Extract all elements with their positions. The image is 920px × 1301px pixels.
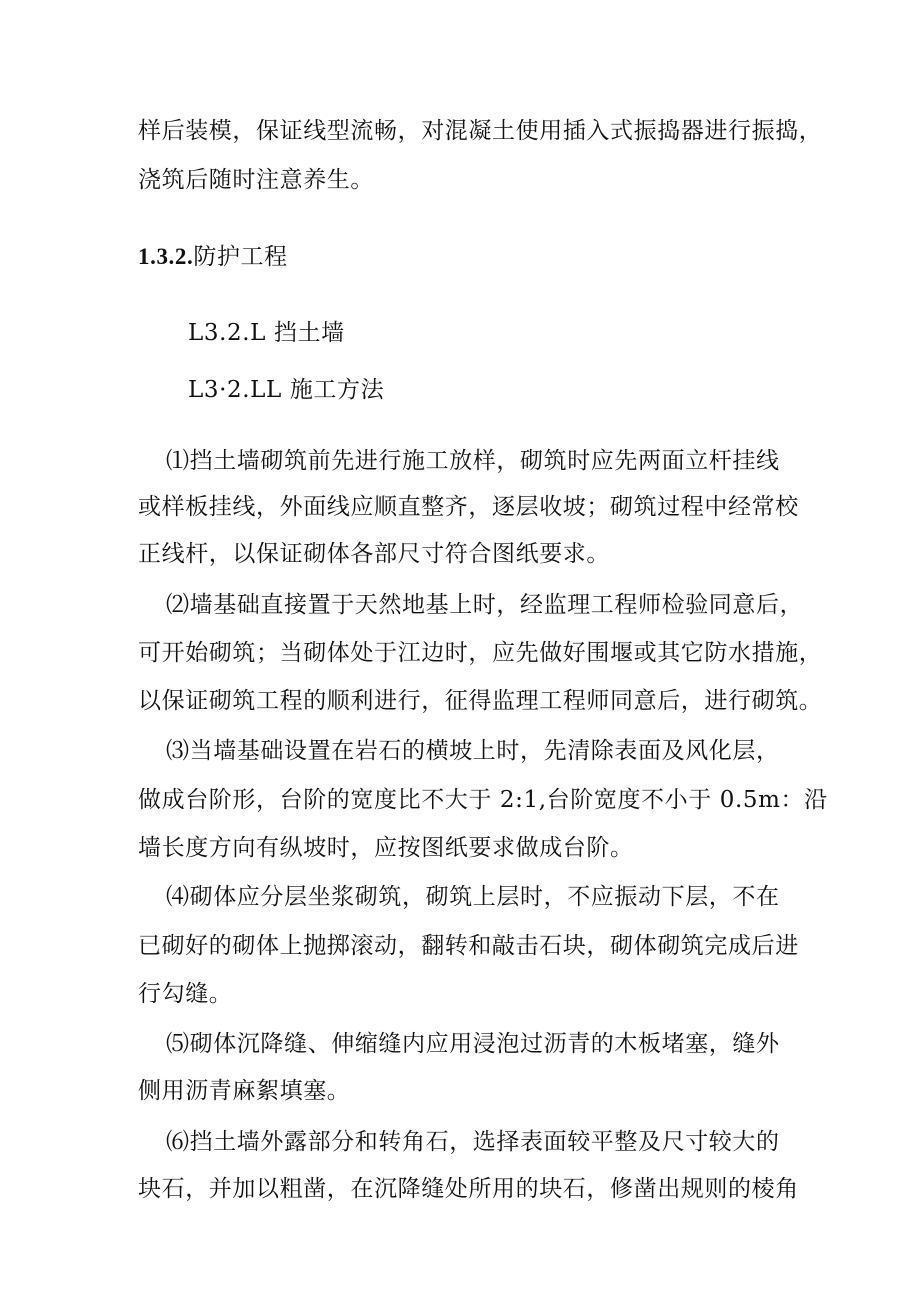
item-1-line-2: 或样板挂线，外面线应顺直整齐，逐层收坡；砌筑过程中经常校 — [138, 494, 799, 520]
item-4-line-3: 行勾缝。 — [138, 981, 233, 1007]
item-3-line-2: 做成台阶形，台阶的宽度比不大于 2:1,台阶宽度不小于 0.5m：沿 — [138, 787, 828, 813]
item-1-line-1: ⑴挡土墙砌筑前先进行施工放样，砌筑时应先两面立杆挂线 — [166, 448, 780, 474]
section-heading — [138, 242, 288, 272]
item-4-line-2: 已砌好的砌体上抛掷滚动，翻转和敲击石块，砌体砌筑完成后进 — [138, 933, 799, 959]
item-3-line-3: 墙长度方向有纵坡时，应按图纸要求做成台阶。 — [138, 835, 634, 861]
item-2-line-3: 以保证砌筑工程的顺利进行，征得监理工程师同意后，进行砌筑。 — [138, 688, 823, 714]
subheading-construction-method: L3·2.LL 施工方法 — [188, 377, 385, 403]
item-2-line-1: ⑵墙基础直接置于天然地基上时，经监理工程师检验同意后， — [166, 592, 804, 618]
intro-line-2: 浇筑后随时注意养生。 — [138, 167, 374, 193]
item-1-line-3: 正线杆，以保证砌体各部尺寸符合图纸要求。 — [138, 541, 610, 567]
item-6-line-1: ⑹挡土墙外露部分和转角石，选择表面较平整及尺寸较大的 — [166, 1129, 780, 1155]
subheading-retaining-wall: L3.2.L 挡土墙 — [188, 320, 345, 346]
intro-line-1: 样后装模，保证线型流畅，对混凝土使用插入式振捣器进行振捣， — [138, 118, 823, 144]
item-3-line-1: ⑶当墙基础设置在岩石的横坡上时，先清除表面及风化层， — [166, 738, 780, 764]
item-6-line-2: 块石，并加以粗凿，在沉降缝处所用的块石，修凿出规则的棱角 — [138, 1176, 799, 1202]
item-5-line-2: 侧用沥青麻絮填塞。 — [138, 1078, 351, 1104]
item-5-line-1: ⑸砌体沉降缝、伸缩缝内应用浸泡过沥青的木板堵塞，缝外 — [166, 1031, 780, 1057]
item-4-line-1: ⑷砌体应分层坐浆砌筑，砌筑上层时，不应振动下层，不在 — [166, 884, 780, 910]
section-title: 防护工程 — [193, 244, 288, 270]
item-2-line-2: 可开始砌筑；当砌体处于江边时，应先做好围堰或其它防水措施， — [138, 640, 823, 666]
section-number: 1.3.2. — [138, 244, 194, 269]
